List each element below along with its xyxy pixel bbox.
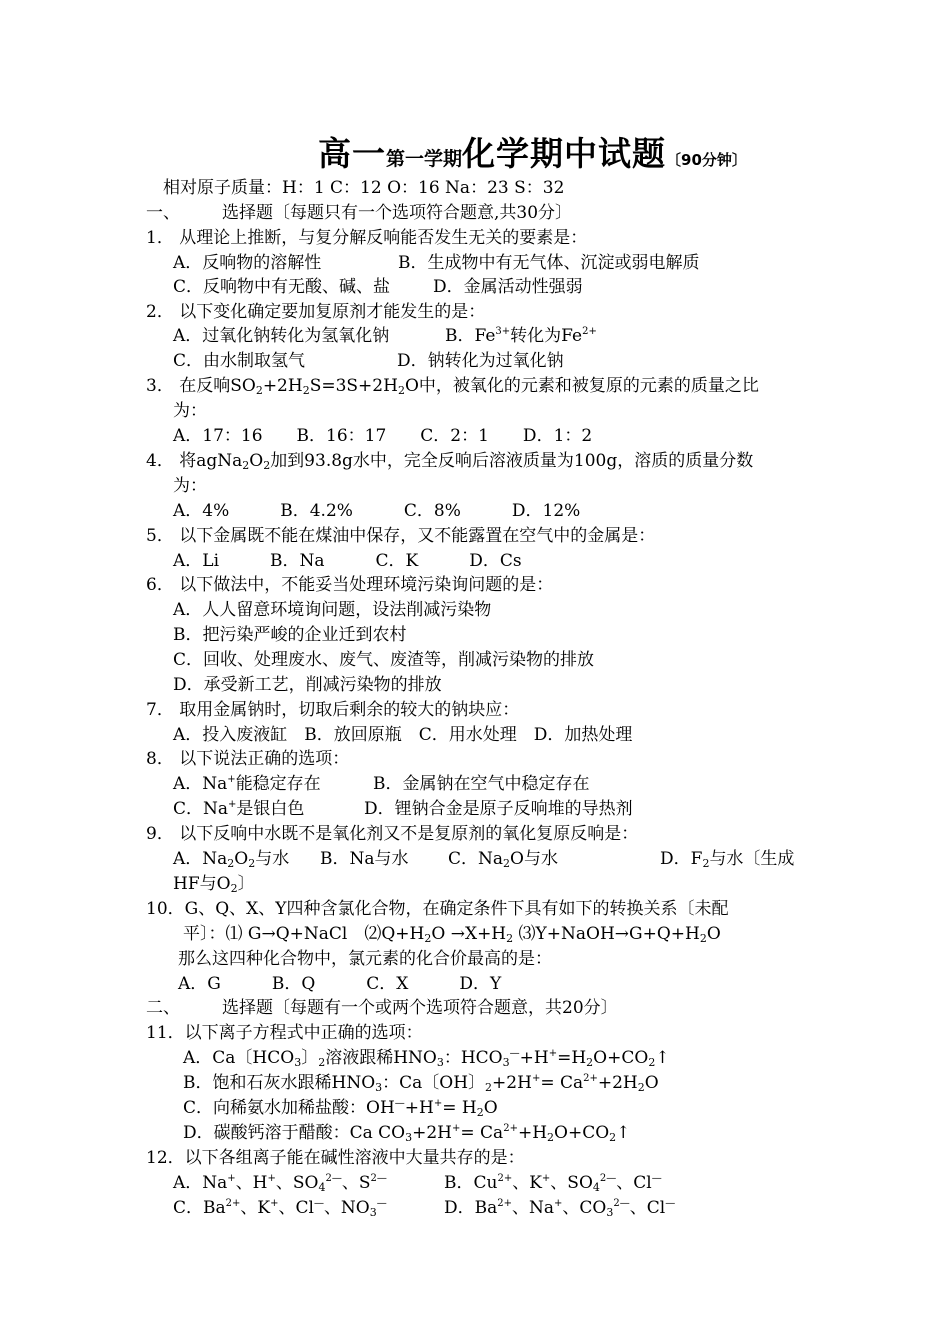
q3-stem-part-2: +2H (262, 376, 303, 396)
q11-b-sub-1: 3 (375, 1081, 383, 1094)
q12-b-sup-2: + (541, 1173, 551, 1184)
q2-option-d: D．钠转化为过氧化钠 (397, 351, 564, 371)
q12-c-part-4: 、NO (323, 1198, 370, 1218)
section-1-text: 选择题〔每题只有一个选项符合题意,共30分〕 (222, 203, 573, 223)
q3-stem-continued: 为： (173, 401, 207, 421)
q10-reaction-part-2: O →X+H (431, 924, 507, 944)
q8-stem: 8． 以下说法正确的选项： (146, 749, 350, 769)
q11-option-d (183, 1121, 630, 1145)
q12-b-part-2: 、K (512, 1173, 542, 1193)
q12-b-part-1: B．Cu (444, 1173, 498, 1193)
q4-sub-1: 2 (242, 459, 250, 472)
q12-d-part-3: 、CO (562, 1198, 607, 1218)
q8-option-c (173, 797, 304, 821)
q12-a-sup-4: 2— (370, 1173, 387, 1184)
q12-d-sup-1: 2+ (497, 1198, 513, 1209)
q12-c-sub-4: 3 (369, 1206, 377, 1219)
q3-sub-3: 2 (397, 384, 405, 397)
q3-options: A．17：16 B．16：17 C．2：1 D．1：2 (173, 426, 593, 446)
q10-sub-2: 2 (506, 932, 514, 945)
q11-d-sub-4: 2 (547, 1131, 555, 1144)
q8-option-b: B．金属钠在空气中稳定存在 (373, 774, 590, 794)
q9-a-sub-1: 2 (227, 857, 235, 870)
q12-c-part-1: C．Ba (173, 1198, 226, 1218)
q11-a-part-7: O+CO (593, 1048, 649, 1068)
q3-stem (146, 374, 759, 398)
q1-option-d: D．金属活动性强弱 (433, 277, 583, 297)
q9-c-sub: 2 (503, 857, 511, 870)
q9-option-d (660, 847, 794, 871)
q6-option-d: D．承受新工艺，削减污染物的排放 (173, 675, 442, 695)
q12-b-sub-3: 4 (592, 1181, 600, 1194)
q10-sub-3: 2 (699, 932, 707, 945)
q9-a-text: A．Na (173, 849, 228, 869)
section-2-text: 选择题〔每题有一个或两个选项符合题意，共20分〕 (222, 998, 618, 1018)
q11-b-part-5: +2H (597, 1073, 638, 1093)
q3-stem-part-4: O中，被氧化的元素和被复原的元素的质量之比 (404, 376, 759, 396)
q12-c-part-3: 、Cl (278, 1198, 314, 1218)
q11-b-part-3: +2H (492, 1073, 532, 1093)
q1-stem: 1． 从理论上推断，与复分解反响能否发生无关的要素是： (146, 228, 588, 248)
q11-d-part-3: = Ca (460, 1123, 504, 1143)
q11-b-part-2: ：Ca〔OH〕 (382, 1073, 486, 1093)
q2-option-c: C．由水制取氢气 (173, 351, 306, 371)
q6-option-b: B．把污染严峻的企业迁到农村 (173, 625, 407, 645)
q11-b-sub-5: 2 (637, 1081, 645, 1094)
title-term: 第一学期 (386, 148, 463, 170)
q6-option-a: A．人人留意环境询问题，设法削减污染物 (173, 600, 492, 620)
q12-d-sup-3: 2— (613, 1198, 630, 1209)
q11-a-sub-4: 3 (502, 1056, 510, 1069)
q9-stem: 9． 以下反响中水既不是氧化剂又不是复原剂的氧化复原反响是： (146, 824, 639, 844)
q2-option-b (445, 324, 597, 348)
q9-d-text: D．F (660, 849, 703, 869)
q2-b-text: B．Fe (445, 326, 496, 346)
q11-a-sub-7: 2 (648, 1056, 656, 1069)
q1-option-c: C．反响物中有无酸、碱、盐 (173, 277, 391, 297)
q2-stem: 2． 以下变化确定要加复原剂才能发生的是： (146, 302, 486, 322)
exam-title (318, 128, 747, 175)
q4-stem-part-2: O (249, 451, 264, 471)
q11-c-sup-1: — (394, 1098, 405, 1109)
q9-d-sub: 2 (702, 857, 710, 870)
q3-stem-part-1: 3． 在反响SO (146, 376, 256, 396)
q2-b-text-2: 转化为Fe (510, 326, 583, 346)
q8-c-text: C．Na (173, 799, 229, 819)
q12-a-part-1: A．Na (173, 1173, 228, 1193)
title-duration: 〔90分钟〕 (666, 151, 747, 169)
q12-a-part-3: 、SO (275, 1173, 319, 1193)
title-grade: 高一 (318, 134, 386, 173)
q5-stem: 5． 以下金属既不能在煤油中保存，又不能露置在空气中的金属是： (146, 526, 656, 546)
q11-a-part-4: ：HCO (443, 1048, 503, 1068)
q12-d-sup-2: + (554, 1198, 563, 1209)
q12-stem: 12．以下各组离子能在碱性溶液中大量共存的是： (146, 1148, 525, 1168)
q9-c-text: C．Na (448, 849, 504, 869)
q7-stem: 7． 取用金属钠时，切取后剩余的较大的钠块应： (146, 700, 520, 720)
q10-reaction-part-3: ⑶Y+NaOH→G+Q+H (513, 924, 700, 944)
q11-c-part-3: = H (442, 1098, 477, 1118)
q11-a-sub-3: 3 (436, 1056, 444, 1069)
q11-d-sup-2: + (452, 1123, 461, 1134)
q11-b-sub-2: 2 (485, 1081, 493, 1094)
q12-d-part-1: D．Ba (444, 1198, 498, 1218)
q11-option-a (183, 1046, 670, 1070)
q12-b-part-4: 、Cl (616, 1173, 652, 1193)
atomic-masses: 相对原子质量：H：1 C：12 O：16 Na：23 S：32 (163, 178, 565, 198)
q12-option-b (444, 1171, 662, 1195)
q11-c-part-4: O (483, 1098, 498, 1118)
q11-a-sup-4: — (509, 1048, 520, 1059)
q10-sub-1: 2 (424, 932, 432, 945)
q11-stem: 11．以下离子方程式中正确的选项： (146, 1023, 423, 1043)
q4-sub-2: 2 (263, 459, 271, 472)
q9-c-text-2: O与水 (510, 849, 558, 869)
section-1-number: 一、 (146, 203, 180, 223)
q12-d-part-4: 、Cl (629, 1198, 666, 1218)
q8-option-d: D．锂钠合金是原子反响堆的导热剂 (364, 799, 633, 819)
q12-c-part-2: 、K (240, 1198, 271, 1218)
q1-option-a: A．反响物的溶解性 (173, 253, 322, 273)
q11-b-sup-3: + (531, 1073, 541, 1084)
q6-stem: 6． 以下做法中，不能妥当处理环境污染询问题的是： (146, 575, 554, 595)
q9-a-text-2: O (234, 849, 249, 869)
q11-d-sub-5: 2 (609, 1131, 617, 1144)
q8-a-text-2: 能稳定存在 (235, 774, 321, 794)
q4-stem-part-1: 4． 将agNa (146, 451, 243, 471)
q12-b-sup-4: — (651, 1173, 662, 1184)
q8-a-charge: + (227, 774, 236, 785)
q11-d-sub-1: 3 (405, 1131, 413, 1144)
q11-b-sup-4: 2+ (583, 1073, 598, 1084)
q12-option-d (444, 1196, 675, 1220)
q2-b-charge-1: 3+ (495, 326, 511, 337)
q11-d-part-5: O+CO (554, 1123, 610, 1143)
q9-d-text-2: 与水〔生成 (709, 849, 795, 869)
q11-a-sub-6: 2 (586, 1056, 594, 1069)
section-2-number: 二、 (146, 998, 180, 1018)
q12-b-sup-3: 2— (599, 1173, 617, 1184)
q3-stem-part-3: S=3S+2H (309, 376, 398, 396)
q12-c-sup-1: 2+ (225, 1198, 241, 1209)
q9-option-d-continued (173, 872, 255, 896)
q8-c-charge: + (228, 799, 237, 810)
q9-cont-text: HF与O (173, 874, 231, 894)
q12-a-part-4: 、S (341, 1173, 371, 1193)
q11-d-sup-3: 2+ (503, 1123, 518, 1134)
q8-a-text: A．Na (173, 774, 228, 794)
q11-d-part-4: +H (517, 1123, 548, 1143)
q11-option-b (183, 1071, 659, 1095)
q8-option-a (173, 772, 321, 796)
q2-option-a: A．过氧化钠转化为氢氧化钠 (173, 326, 390, 346)
q4-stem-continued: 为： (173, 476, 207, 496)
q11-d-part-2: +2H (412, 1123, 453, 1143)
q10-options: A．G B．Q C．X D．Y (178, 974, 502, 994)
q6-option-c: C．回收、处理废水、废气、废渣等，削减污染物的排放 (173, 650, 595, 670)
q9-cont-text-2: 〕 (237, 874, 255, 894)
q11-a-sub-1: 3 (294, 1056, 302, 1069)
q11-c-sub-3: 2 (476, 1106, 484, 1119)
q2-b-charge-2: 2+ (582, 326, 597, 337)
q12-option-a (173, 1171, 387, 1195)
q11-a-part-6: =H (557, 1048, 587, 1068)
q12-option-c (173, 1196, 387, 1220)
q9-option-a (173, 847, 289, 871)
q11-b-part-4: = Ca (540, 1073, 584, 1093)
q11-a-part-5: +H (519, 1048, 549, 1068)
q4-stem (146, 449, 753, 473)
q10-reaction-part-4: O (706, 924, 721, 944)
title-subject: 化学期中试题 (462, 134, 667, 173)
q11-a-part-2: 〕 (301, 1048, 319, 1068)
q10-question: 那么这四种化合物中，氯元素的化合价最高的是： (178, 949, 552, 969)
q12-d-sup-4: — (665, 1198, 676, 1209)
q10-reactions (183, 922, 721, 946)
q11-a-part-1: A．Ca〔HCO (183, 1048, 295, 1068)
q3-sub-2: 2 (302, 384, 310, 397)
q12-a-sup-2: + (267, 1173, 276, 1184)
q3-sub-1: 2 (255, 384, 263, 397)
q11-a-sub-2: 2 (318, 1056, 326, 1069)
q12-d-part-2: 、Na (512, 1198, 555, 1218)
q1-option-b: B．生成物中有无气体、沉淀或弱电解质 (398, 253, 700, 273)
q11-c-part-2: +H (404, 1098, 434, 1118)
q10-reaction-part-1: 平〕：⑴ G→Q+NaCl ⑵Q+H (183, 924, 425, 944)
section-2-heading (146, 996, 618, 1020)
q11-a-up-arrow: ↑ (655, 1048, 670, 1068)
q11-option-c (183, 1096, 498, 1120)
q5-options: A．Li B．Na C．K D．Cs (173, 551, 522, 571)
q12-b-part-3: 、SO (550, 1173, 593, 1193)
q8-c-text-2: 是银白色 (236, 799, 305, 819)
q9-cont-sub: 2 (230, 882, 238, 895)
q11-d-up-arrow: ↑ (616, 1123, 631, 1143)
q4-options: A．4% B．4.2% C．8% D．12% (173, 501, 581, 521)
q10-stem: 10．G、Q、X、Y四种含氯化合物，在确定条件下具有如下的转换关系〔未配 (146, 899, 729, 919)
q12-a-sup-3: 2— (325, 1173, 342, 1184)
q12-c-sup-4: — (376, 1198, 387, 1209)
q11-b-part-1: B．饱和石灰水跟稀HNO (183, 1073, 376, 1093)
q9-option-c (448, 847, 558, 871)
q9-a-sub-2: 2 (248, 857, 256, 870)
section-1-heading (146, 201, 572, 225)
q12-a-sub-3: 4 (318, 1181, 326, 1194)
q7-options: A．投入废液缸 B．放回原瓶 C．用水处理 D．加热处理 (173, 725, 633, 745)
q4-stem-part-3: 加到93.8g水中，完全反响后溶液质量为100g，溶质的质量分数 (270, 451, 754, 471)
q12-a-part-2: 、H (235, 1173, 268, 1193)
q11-a-sup-5: + (548, 1048, 558, 1059)
q9-option-b: B．Na与水 (320, 849, 409, 869)
q12-c-sup-2: + (270, 1198, 279, 1209)
q11-c-sup-2: + (433, 1098, 443, 1109)
q11-c-part-1: C．向稀氨水加稀盐酸：OH (183, 1098, 395, 1118)
q12-d-sub-3: 3 (606, 1206, 614, 1219)
q12-b-sup-1: 2+ (497, 1173, 513, 1184)
q11-a-part-3: 溶液跟稀HNO (325, 1048, 437, 1068)
q11-d-part-1: D．碳酸钙溶于醋酸：Ca CO (183, 1123, 406, 1143)
q12-c-sup-3: — (313, 1198, 324, 1209)
q9-a-text-3: 与水 (255, 849, 290, 869)
q12-a-sup-1: + (227, 1173, 236, 1184)
q11-b-part-6: O (644, 1073, 659, 1093)
